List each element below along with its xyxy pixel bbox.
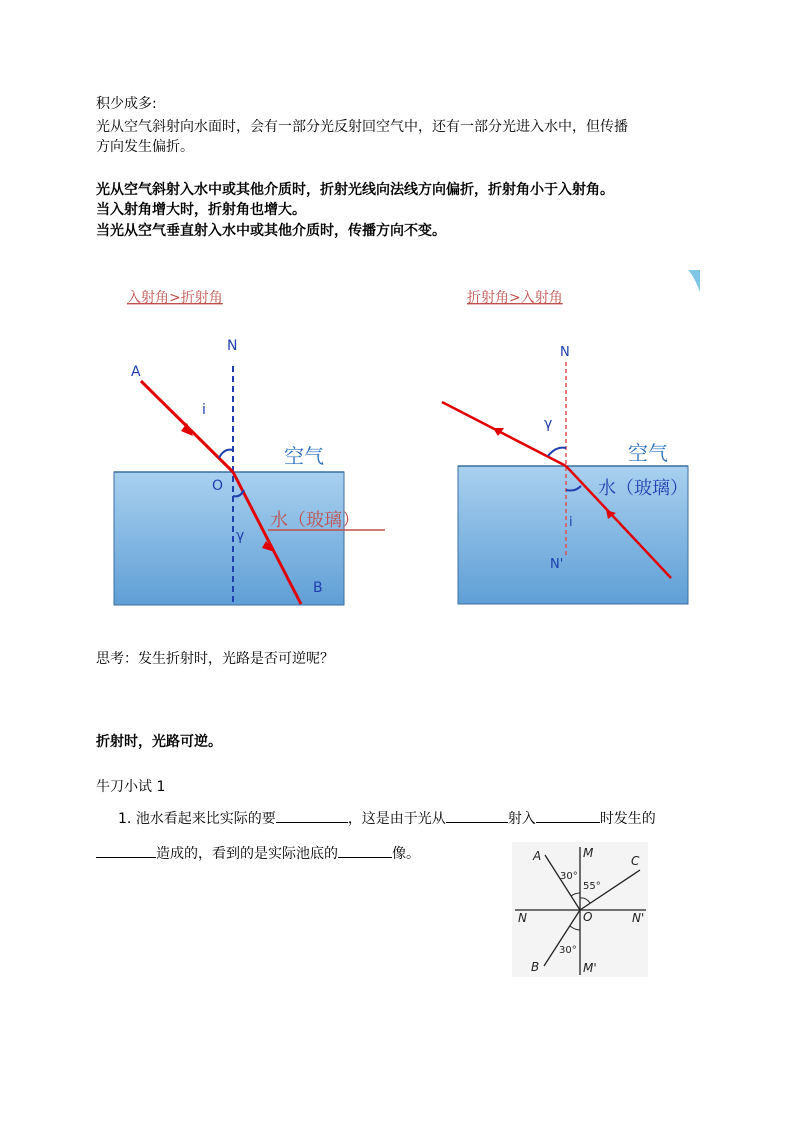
question-text-part4: 时发生的 (599, 811, 656, 827)
left-angle-i: i (202, 402, 206, 418)
right-angle-i: i (569, 515, 573, 530)
figure-label-o: O (583, 910, 593, 924)
figure-label-m-prime: M' (583, 961, 597, 975)
figure-angle-55: 55° (583, 881, 601, 892)
figure-label-n-right: N' (632, 911, 645, 925)
think-question: 思考：发生折射时，光路是否可逆呢？ (96, 651, 334, 667)
right-medium-air: 空气 (628, 441, 668, 465)
left-point-a: A (131, 364, 141, 380)
figure-angle-30-top: 30° (560, 871, 578, 882)
left-point-b: B (313, 580, 323, 596)
figure-angle-30-bottom: 30° (559, 945, 577, 956)
left-medium-water: 水（玻璃） (270, 510, 360, 531)
right-normal-top: N (560, 345, 570, 360)
right-medium-water: 水（玻璃） (598, 478, 688, 499)
intro-paragraph-line1: 光从空气斜射向水面时，会有一部分光反射回空气中，还有一部分光进入水中，但传播 (96, 119, 628, 135)
figure-label-c: C (631, 854, 640, 868)
rule-line3: 当光从空气垂直射入水中或其他介质时，传播方向不变。 (96, 223, 446, 239)
intro-heading: 积少成多: (96, 96, 157, 112)
question-text-part3: 射入 (507, 811, 536, 827)
question-text-part2: ，这是由于光从 (347, 811, 446, 827)
left-title: 入射角>折射角 (127, 290, 223, 306)
figure-label-a: A (533, 849, 542, 863)
rule-line1: 光从空气斜射入水中或其他介质时，折射光线向法线方向偏折，折射角小于入射角。 (96, 182, 614, 198)
question-text-part5: 造成的，看到的是实际池底的 (156, 846, 338, 862)
left-point-o: O (212, 478, 224, 494)
question-text-part6: 像。 (392, 846, 420, 862)
think-answer: 折射时，光路可逆。 (96, 734, 222, 750)
figure-label-n-left: N (518, 911, 527, 925)
figure-label-b: B (531, 960, 540, 974)
intro-paragraph-line2: 方向发生偏折。 (96, 139, 194, 155)
right-angle-gamma: γ (544, 416, 553, 432)
left-angle-gamma: γ (236, 528, 245, 544)
question-number: 1. (118, 811, 132, 827)
left-normal-label: N (227, 338, 238, 354)
figure-label-m: M (583, 846, 594, 860)
left-medium-air: 空气 (284, 444, 324, 468)
question-text-part1: 池水看起来比实际的要 (135, 811, 276, 827)
right-title: 折射角>入射角 (467, 290, 563, 306)
rule-line2: 当入射角增大时，折射角也增大。 (96, 202, 306, 218)
practice-heading: 牛刀小试 1 (96, 779, 166, 795)
right-normal-bottom: N' (550, 557, 564, 572)
